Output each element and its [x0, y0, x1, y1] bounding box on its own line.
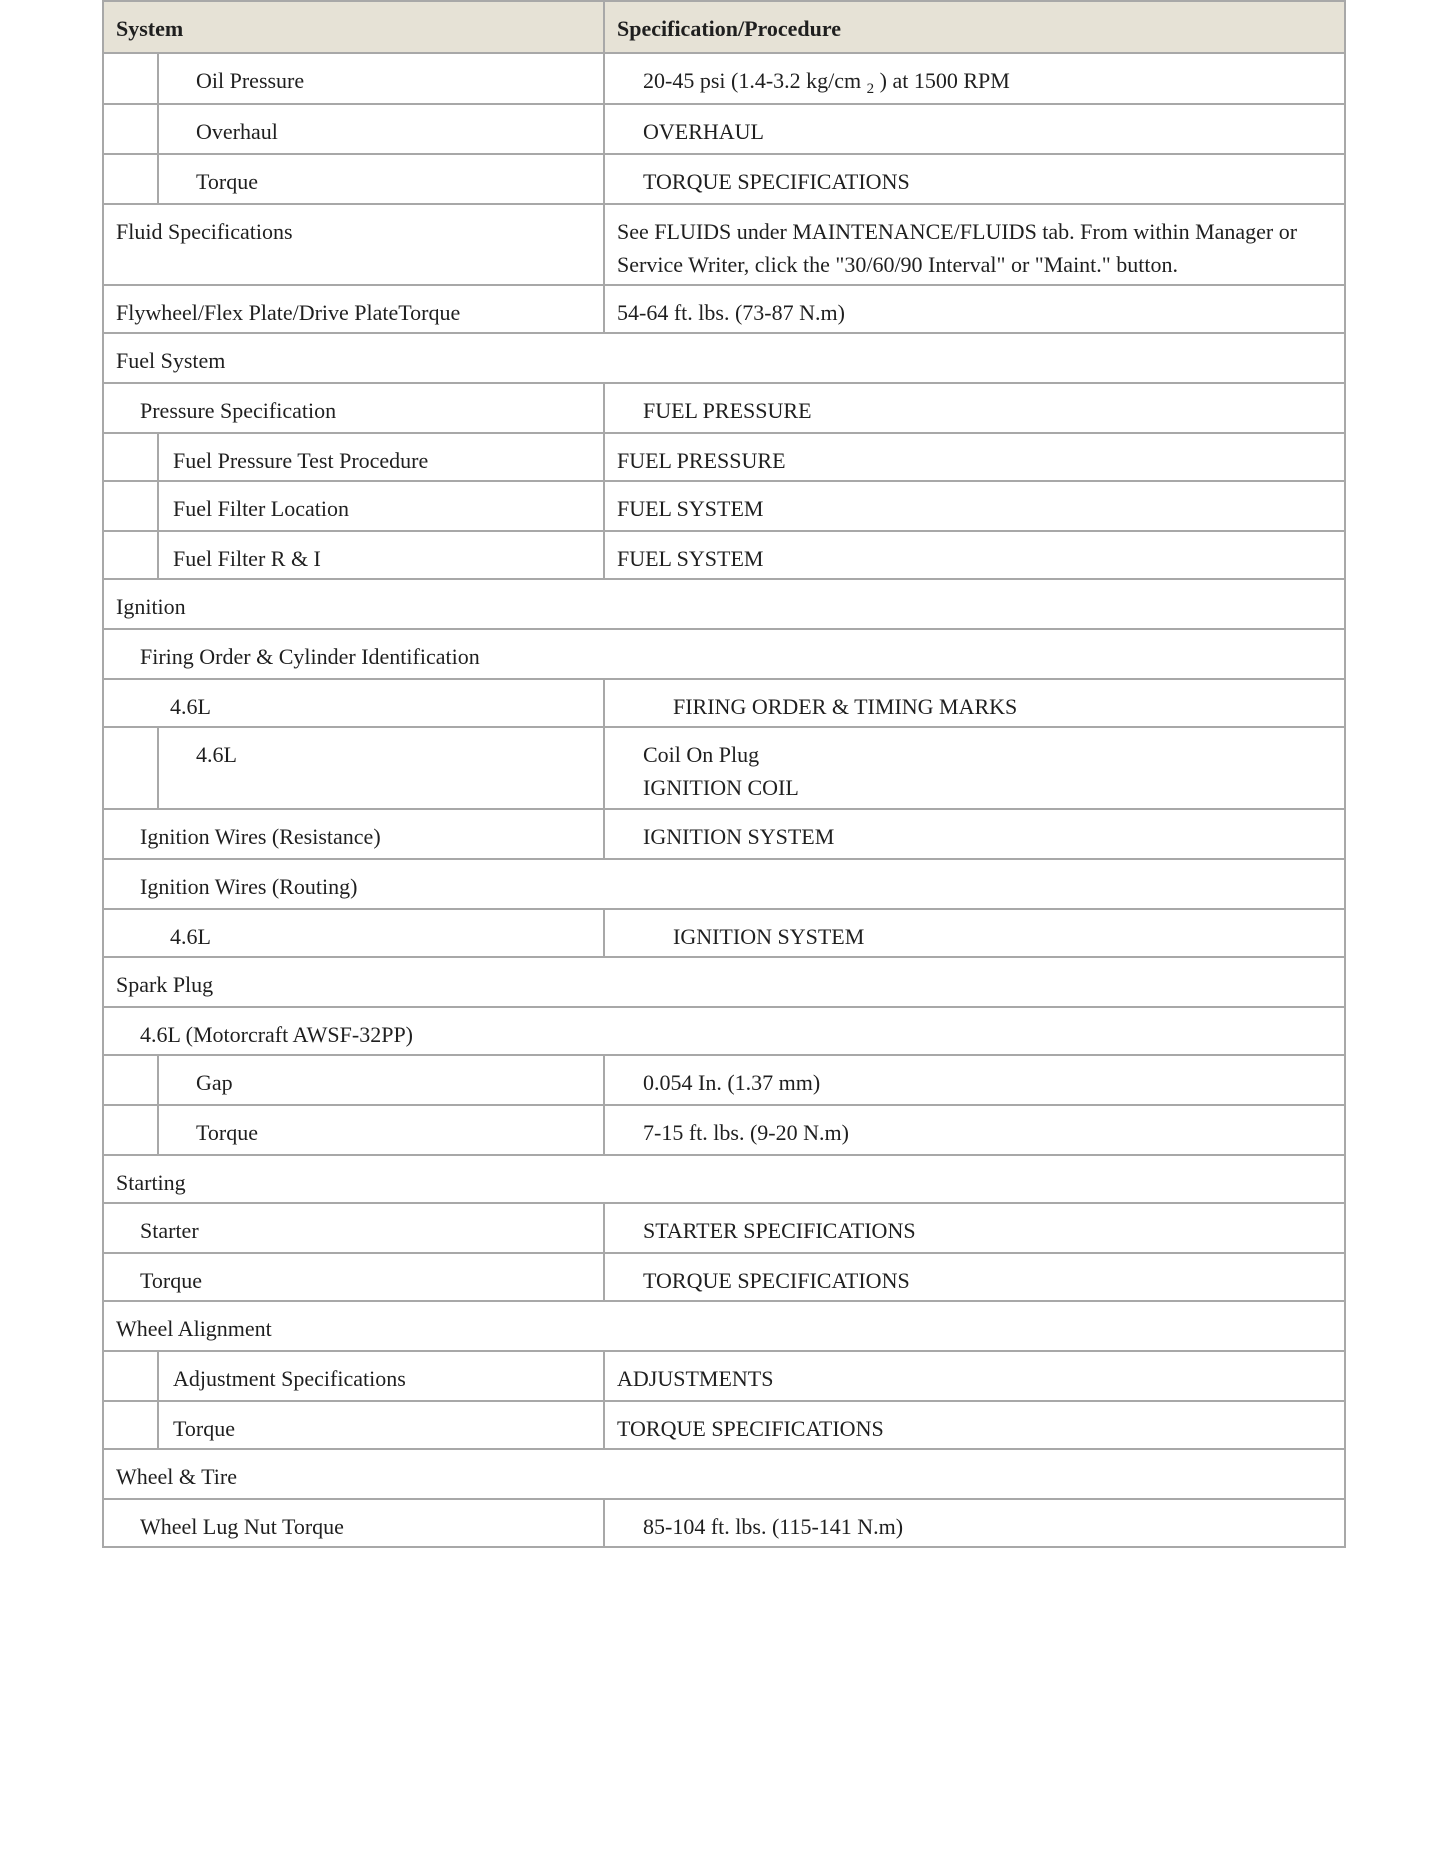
ignition-coil-link[interactable]: IGNITION COIL — [643, 775, 799, 800]
oil-pressure-value: 20-45 psi (1.4-3.2 kg/cm $_2$ ) at 1500 RPM — [643, 68, 1010, 97]
starter-specifications-link[interactable]: STARTER SPECIFICATIONS — [643, 1218, 916, 1243]
table-row-overhaul: Overhaul OVERHAUL — [104, 103, 1344, 153]
section-wheel-alignment: Wheel Alignment — [104, 1300, 1344, 1350]
section-ignition: Ignition — [104, 578, 1344, 628]
table-row-gap: Gap 0.054 In. (1.37 mm) — [104, 1054, 1344, 1104]
alignment-torque-link[interactable]: TORQUE SPECIFICATIONS — [617, 1416, 884, 1441]
section-starting: Starting — [104, 1154, 1344, 1202]
table-row-pressure-spec: Pressure Specification FUEL PRESSURE — [104, 382, 1344, 432]
table-row-motorcraft: 4.6L (Motorcraft AWSF-32PP) — [104, 1006, 1344, 1054]
section-wheel-tire: Wheel & Tire — [104, 1448, 1344, 1498]
table-row-plug-torque: Torque 7-15 ft. lbs. (9-20 N.m) — [104, 1104, 1344, 1154]
firing-order-link[interactable]: FIRING ORDER & TIMING MARKS — [673, 694, 1018, 719]
table-row-firing-46: 4.6L FIRING ORDER & TIMING MARKS — [104, 678, 1344, 726]
table-row-starter: Starter STARTER SPECIFICATIONS — [104, 1202, 1344, 1252]
ignition-system-routing-link[interactable]: IGNITION SYSTEM — [673, 924, 865, 949]
table-row-torque: Torque TORQUE SPECIFICATIONS — [104, 153, 1344, 203]
table-row-wires-routing: Ignition Wires (Routing) — [104, 858, 1344, 908]
section-spark-plug: Spark Plug — [104, 956, 1344, 1006]
header-system: System — [116, 16, 184, 41]
table-row-firing-order: Firing Order & Cylinder Identification — [104, 628, 1344, 678]
overhaul-link[interactable]: OVERHAUL — [643, 119, 764, 144]
section-fuel-system: Fuel System — [104, 332, 1344, 382]
table-row-fuel-filter-location: Fuel Filter Location FUEL SYSTEM — [104, 480, 1344, 530]
fuel-filter-ri-link[interactable]: FUEL SYSTEM — [617, 546, 764, 571]
fuel-system-link[interactable]: FUEL SYSTEM — [617, 496, 764, 521]
torque-specifications-link[interactable]: TORQUE SPECIFICATIONS — [643, 169, 910, 194]
table-row-routing-46: 4.6L IGNITION SYSTEM — [104, 908, 1344, 956]
table-row-coil-46: 4.6L Coil On Plug IGNITION COIL — [104, 726, 1344, 808]
table-row-alignment-torque: Torque TORQUE SPECIFICATIONS — [104, 1400, 1344, 1448]
ignition-system-link[interactable]: IGNITION SYSTEM — [643, 824, 835, 849]
fuel-pressure-link[interactable]: FUEL PRESSURE — [643, 398, 812, 423]
spec-table — [102, 0, 1346, 1548]
table-row-starting-torque: Torque TORQUE SPECIFICATIONS — [104, 1252, 1344, 1300]
fuel-pressure-test-link[interactable]: FUEL PRESSURE — [617, 448, 786, 473]
table-row-fluid-specs: Fluid Specifications See FLUIDS under MAINTENANCE/FLUIDS tab. From within Manager or Service Writer, click the "30/60/90 Interval" or "Maint." button. — [104, 203, 1344, 284]
table-row-flywheel: Flywheel/Flex Plate/Drive PlateTorque 54-64 ft. lbs. (73-87 N.m) — [104, 284, 1344, 332]
table-row-lug-nut: Wheel Lug Nut Torque 85-104 ft. lbs. (115-141 N.m) — [104, 1498, 1344, 1546]
starting-torque-link[interactable]: TORQUE SPECIFICATIONS — [643, 1268, 910, 1293]
table-row-oil-pressure: Oil Pressure 20-45 psi (1.4-3.2 kg/cm $_2$ ) at 1500 RPM — [104, 52, 1344, 103]
header-spec: Specification/Procedure — [617, 16, 842, 41]
table-row-adjustment-specs: Adjustment Specifications ADJUSTMENTS — [104, 1350, 1344, 1400]
table-row-wires-resistance: Ignition Wires (Resistance) IGNITION SYSTEM — [104, 808, 1344, 858]
table-row-fuel-pressure-test: Fuel Pressure Test Procedure FUEL PRESSURE — [104, 432, 1344, 480]
table-header — [104, 2, 1344, 52]
adjustments-link[interactable]: ADJUSTMENTS — [617, 1366, 774, 1391]
table-row-fuel-filter-ri: Fuel Filter R & I FUEL SYSTEM — [104, 530, 1344, 578]
fluid-specs-value: See FLUIDS under MAINTENANCE/FLUIDS tab. From within Manager or Service Writer, click the "30/60/90 Interval" or "Maint." button. — [617, 219, 1298, 277]
